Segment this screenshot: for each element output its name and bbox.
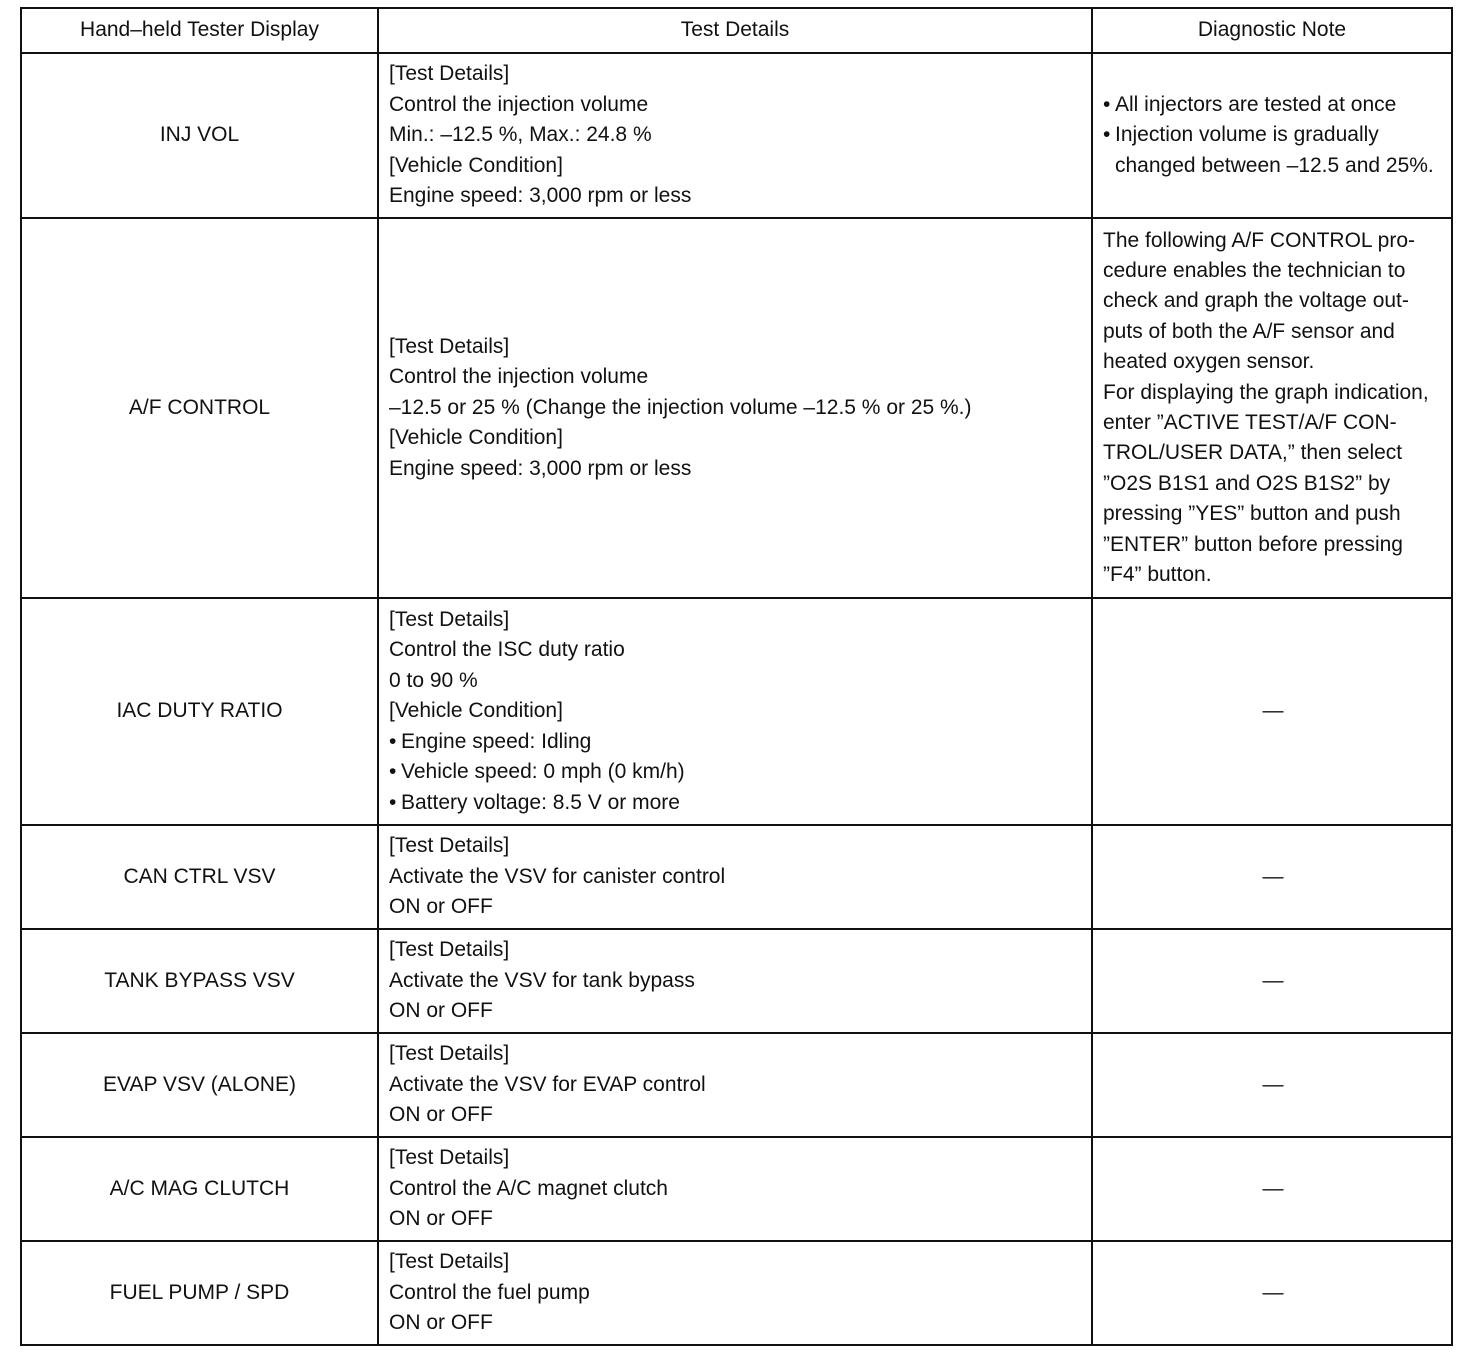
display-cell: INJ VOL xyxy=(21,53,378,218)
table-row xyxy=(21,1241,1452,1345)
note-cell: — xyxy=(1092,929,1452,1033)
note-line: cedure enables the technician to xyxy=(1103,258,1406,282)
details-line: –12.5 or 25 % (Change the injection volume –12.5 % or 25 %.) xyxy=(389,395,972,419)
details-cell xyxy=(378,1033,1092,1137)
note-line: TROL/USER DATA,” then select xyxy=(1103,441,1403,465)
note-line: pressing ”YES” button and push xyxy=(1103,502,1401,526)
details-line: [Vehicle Condition] xyxy=(389,153,563,177)
active-test-table xyxy=(20,7,1453,1346)
table-row xyxy=(21,929,1452,1033)
details-cell xyxy=(378,929,1092,1033)
details-line: Control the injection volume xyxy=(389,365,649,389)
details-line: Control the injection volume xyxy=(389,92,649,116)
details-line: [Test Details] xyxy=(389,608,510,632)
details-line: [Test Details] xyxy=(389,938,510,962)
details-line: [Test Details] xyxy=(389,1146,510,1170)
note-line: puts of both the A/F sensor and xyxy=(1103,319,1395,343)
details-line: [Test Details] xyxy=(389,62,510,86)
details-line: Control the fuel pump xyxy=(389,1280,590,1304)
note-cell xyxy=(1092,53,1452,218)
details-line: [Test Details] xyxy=(389,834,510,858)
details-bullet: • Battery voltage: 8.5 V or more xyxy=(389,788,1083,818)
note-cell: — xyxy=(1092,598,1452,825)
note-cell: — xyxy=(1092,1033,1452,1137)
note-line: ”ENTER” button before pressing xyxy=(1103,532,1403,556)
note-line: For displaying the graph indication, xyxy=(1103,380,1429,404)
details-cell xyxy=(378,53,1092,218)
table-row xyxy=(21,53,1452,218)
details-line: Engine speed: 3,000 rpm or less xyxy=(389,184,692,208)
details-line: Control the ISC duty ratio xyxy=(389,638,625,662)
details-cell xyxy=(378,598,1092,825)
header-row xyxy=(21,8,1452,53)
details-line: [Test Details] xyxy=(389,1250,510,1274)
details-line: [Test Details] xyxy=(389,334,510,358)
note-cell: — xyxy=(1092,1241,1452,1345)
note-cell: — xyxy=(1092,1137,1452,1241)
details-cell xyxy=(378,1241,1092,1345)
table-row xyxy=(21,1137,1452,1241)
display-cell: EVAP VSV (ALONE) xyxy=(21,1033,378,1137)
details-line: ON or OFF xyxy=(389,1311,493,1335)
table-row xyxy=(21,598,1452,825)
table-row xyxy=(21,825,1452,929)
display-cell: IAC DUTY RATIO xyxy=(21,598,378,825)
note-line: The following A/F CONTROL pro- xyxy=(1103,228,1415,252)
details-line: Min.: –12.5 %, Max.: 24.8 % xyxy=(389,123,652,147)
note-line: check and graph the voltage out- xyxy=(1103,289,1409,313)
display-cell: A/F CONTROL xyxy=(21,218,378,598)
header-note: Diagnostic Note xyxy=(1092,8,1452,53)
details-line: ON or OFF xyxy=(389,1103,493,1127)
note-cell xyxy=(1092,218,1452,598)
display-cell: TANK BYPASS VSV xyxy=(21,929,378,1033)
details-line: [Vehicle Condition] xyxy=(389,426,563,450)
details-cell xyxy=(378,825,1092,929)
details-line: Control the A/C magnet clutch xyxy=(389,1176,668,1200)
note-line: heated oxygen sensor. xyxy=(1103,350,1315,374)
note-bullet: • All injectors are tested at once xyxy=(1103,90,1443,120)
note-line: ”F4” button. xyxy=(1103,563,1212,587)
display-cell: CAN CTRL VSV xyxy=(21,825,378,929)
details-bullet: • Vehicle speed: 0 mph (0 km/h) xyxy=(389,757,1083,787)
details-cell xyxy=(378,1137,1092,1241)
note-bullet: • Injection volume is gradually changed between –12.5 and 25%. xyxy=(1103,120,1443,181)
note-line: ”O2S B1S1 and O2S B1S2” by xyxy=(1103,471,1391,495)
header-details: Test Details xyxy=(378,8,1092,53)
details-line: Activate the VSV for EVAP control xyxy=(389,1072,706,1096)
details-line: ON or OFF xyxy=(389,895,493,919)
details-line: Activate the VSV for canister control xyxy=(389,864,726,888)
details-line: [Test Details] xyxy=(389,1042,510,1066)
details-line: [Vehicle Condition] xyxy=(389,699,563,723)
note-cell: — xyxy=(1092,825,1452,929)
details-cell xyxy=(378,218,1092,598)
display-cell: A/C MAG CLUTCH xyxy=(21,1137,378,1241)
details-line: ON or OFF xyxy=(389,1207,493,1231)
details-line: 0 to 90 % xyxy=(389,668,478,692)
details-line: Activate the VSV for tank bypass xyxy=(389,968,695,992)
details-line: ON or OFF xyxy=(389,999,493,1023)
details-bullet: • Engine speed: Idling xyxy=(389,727,1083,757)
table-row xyxy=(21,1033,1452,1137)
display-cell: FUEL PUMP / SPD xyxy=(21,1241,378,1345)
header-display: Hand–held Tester Display xyxy=(21,8,378,53)
table-row xyxy=(21,218,1452,598)
note-line: enter ”ACTIVE TEST/A/F CON- xyxy=(1103,411,1397,434)
details-line: Engine speed: 3,000 rpm or less xyxy=(389,456,692,480)
